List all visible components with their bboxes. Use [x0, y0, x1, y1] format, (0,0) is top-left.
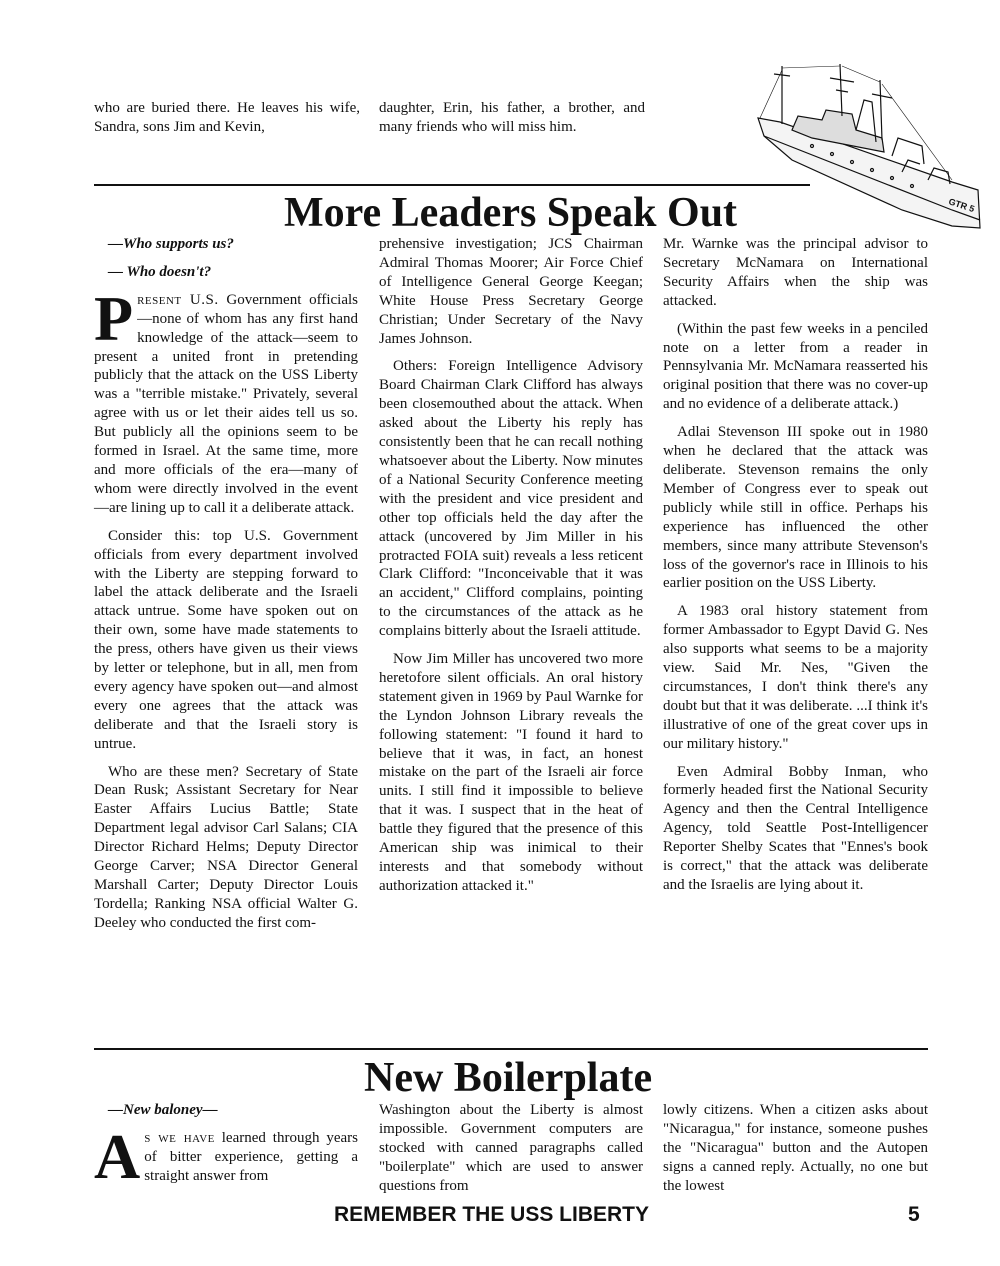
body-paragraph: Now Jim Miller has uncovered two more heretofore silent officials. An oral history statement given in 1969 by Paul Warnke for the Lyndon Johnson Library reveals the following statement: "I found it hard to believe that it was, in fact, an honest mistake on the part of the Israeli air force units. I still find it impossible to believe that it was. I suspect that in the heat of battle they figured that the presence of this American ship was inimical to their interests and that somebody without authorization attacked it." — [379, 651, 643, 894]
tagline: — Who doesn't? — [108, 263, 212, 280]
body-paragraph: Even Admiral Bobby Inman, who formerly headed first the National Security Agency and then the Central Intelligence Agency, told Seattle Post-Intelligencer Reporter Shelby Scates that "Ennes's book is correct," that the attack was deliberate and the Israelis are lying about it. — [663, 763, 928, 893]
body-paragraph: Consider this: top U.S. Government officials from every department involved with the Liberty are stepping forward to label the attack deliberate and the Israeli attack untrue. Some have spoken out on their own, some have made statements to the press, others have given us their views by letter or telephone, but in all, men from every agency have spoken out—and almost every one agrees that the attack was deliberate and that the Israeli story is untrue. — [94, 527, 358, 752]
tagline: —New baloney— — [108, 1102, 218, 1118]
drop-cap: A — [94, 1120, 141, 1192]
page-number: 5 — [908, 1203, 920, 1226]
top-continuation-col2 — [379, 99, 645, 146]
tagline: —Who supports us? — [108, 236, 234, 252]
body-paragraph: Who are these men? Secretary of State Dean Rusk; Assistant Secretary for Near Easter Affairs Lucius Battle; State Department legal advisor Carl Salans; CIA Director Richard Helms; Deputy Director George Carver; NSA Director General Marshall Carter; Deputy Director Louis Tordella; Ranking NSA official Walter G. Deeley who conducted the first com- — [94, 763, 358, 931]
lead-smallcaps: resent U.S. — [137, 291, 219, 308]
body-paragraph: Others: Foreign Intelligence Advisory Board Chairman Clark Clifford has always been closemouthed about the attack. When asked about the Liberty his reply has consistently been that he can recall nothing whatsoever about the Liberty. Now minutes of a National Security Conference meeting with the president and vice president and other top officials held the day after the attack (uncovered by Jim Miller in his protracted FOIA suit) reveals a less reticent Clark Clifford: "Inconceivable that it was an accident," Clifford complains, pointing to the circumstances of the attack as he complains bitterly about the Israeli attitude. — [379, 358, 643, 640]
lead-paragraph — [94, 1120, 358, 1192]
continuation-text: who are buried there. He leaves his wife, Sandra, sons Jim and Kevin, — [94, 100, 360, 135]
body-paragraph: Washington about the Liberty is almost impossible. Government computers are stocked with canned paragraphs called "boilerplate" which are used to answer questions from — [379, 1102, 643, 1194]
body-paragraph: Mr. Warnke was the principal advisor to Secretary McNamara on International Security Affairs when the ship was attacked. — [663, 236, 928, 309]
lead-paragraph — [94, 282, 359, 518]
top-continuation-col1 — [94, 99, 360, 146]
article1-column-2 — [379, 235, 643, 905]
lead-smallcaps: s we have — [144, 1129, 215, 1146]
article2-column-2 — [379, 1101, 643, 1205]
body-paragraph: Adlai Stevenson III spoke out in 1980 when he declared that the attack was deliberate. Stevenson remains the only Member of Congress ever to speak out publicly while still in office. Perhaps his experience has influenced the other members, since many attribute Stevenson's loss of the governor's race in Illinois to his earlier position on the USS Liberty. — [663, 424, 928, 592]
article1-column-1 — [94, 235, 358, 942]
ship-icon — [752, 60, 982, 235]
article2-column-3 — [663, 1101, 928, 1205]
continuation-text: daughter, Erin, his father, a brother, and many friends who will miss him. — [379, 100, 645, 135]
article2-column-1 — [94, 1101, 358, 1195]
body-paragraph: prehensive investigation; JCS Chairman Admiral Thomas Moorer; Air Force Chief of Intelligence General George Keegan; White House Press Secretary George Christian; Under Secretary of the Navy James Johnson. — [379, 236, 643, 347]
lead-text: learned through years of bitter experience, getting a straight answer from — [144, 1129, 358, 1184]
article-headline: New Boilerplate — [364, 1055, 653, 1101]
hull-marking: GTR 5 — [947, 196, 976, 215]
body-paragraph: A 1983 oral history statement from former Ambassador to Egypt David G. Nes also supports what seems to be a majority view. Said Mr. Nes, "Given the circumstances, I don't think there's any doubt but that it was deliberate. ...I think it's illustrative of one of the great cover ups in our military history." — [663, 603, 928, 752]
body-paragraph: lowly citizens. When a citizen asks about "Nicaragua," for instance, someone pushes the "Nicaragua" button and the Autopen signs a canned reply. Actually, no one but the lowest — [663, 1102, 928, 1194]
section-divider — [94, 1048, 928, 1050]
article1-column-3 — [663, 235, 928, 904]
drop-cap: P — [94, 282, 134, 354]
footer-title: REMEMBER THE USS LIBERTY — [334, 1203, 650, 1226]
section-divider — [94, 184, 810, 186]
body-paragraph: (Within the past few weeks in a penciled note on a letter from a reader in Pennsylvania Mr. McNamara reasserted his original position that there was no cover-up and no evidence of a deliberate attack.) — [663, 320, 928, 413]
article-headline: More Leaders Speak Out — [284, 190, 738, 236]
lead-text: Government officials—none of whom has any first hand knowledge of the attack—seem to present a united front in pretending publicly that the attack on the USS Liberty was a "terrible mistake." Privately, several agree with us or let their aides tell us so. But publicly all the opinions seem to be formed in Israel. At the same time, more and more officials of the era—many of whom were directly involved in the event—are lining up to call it a deliberate attack. — [94, 291, 359, 516]
